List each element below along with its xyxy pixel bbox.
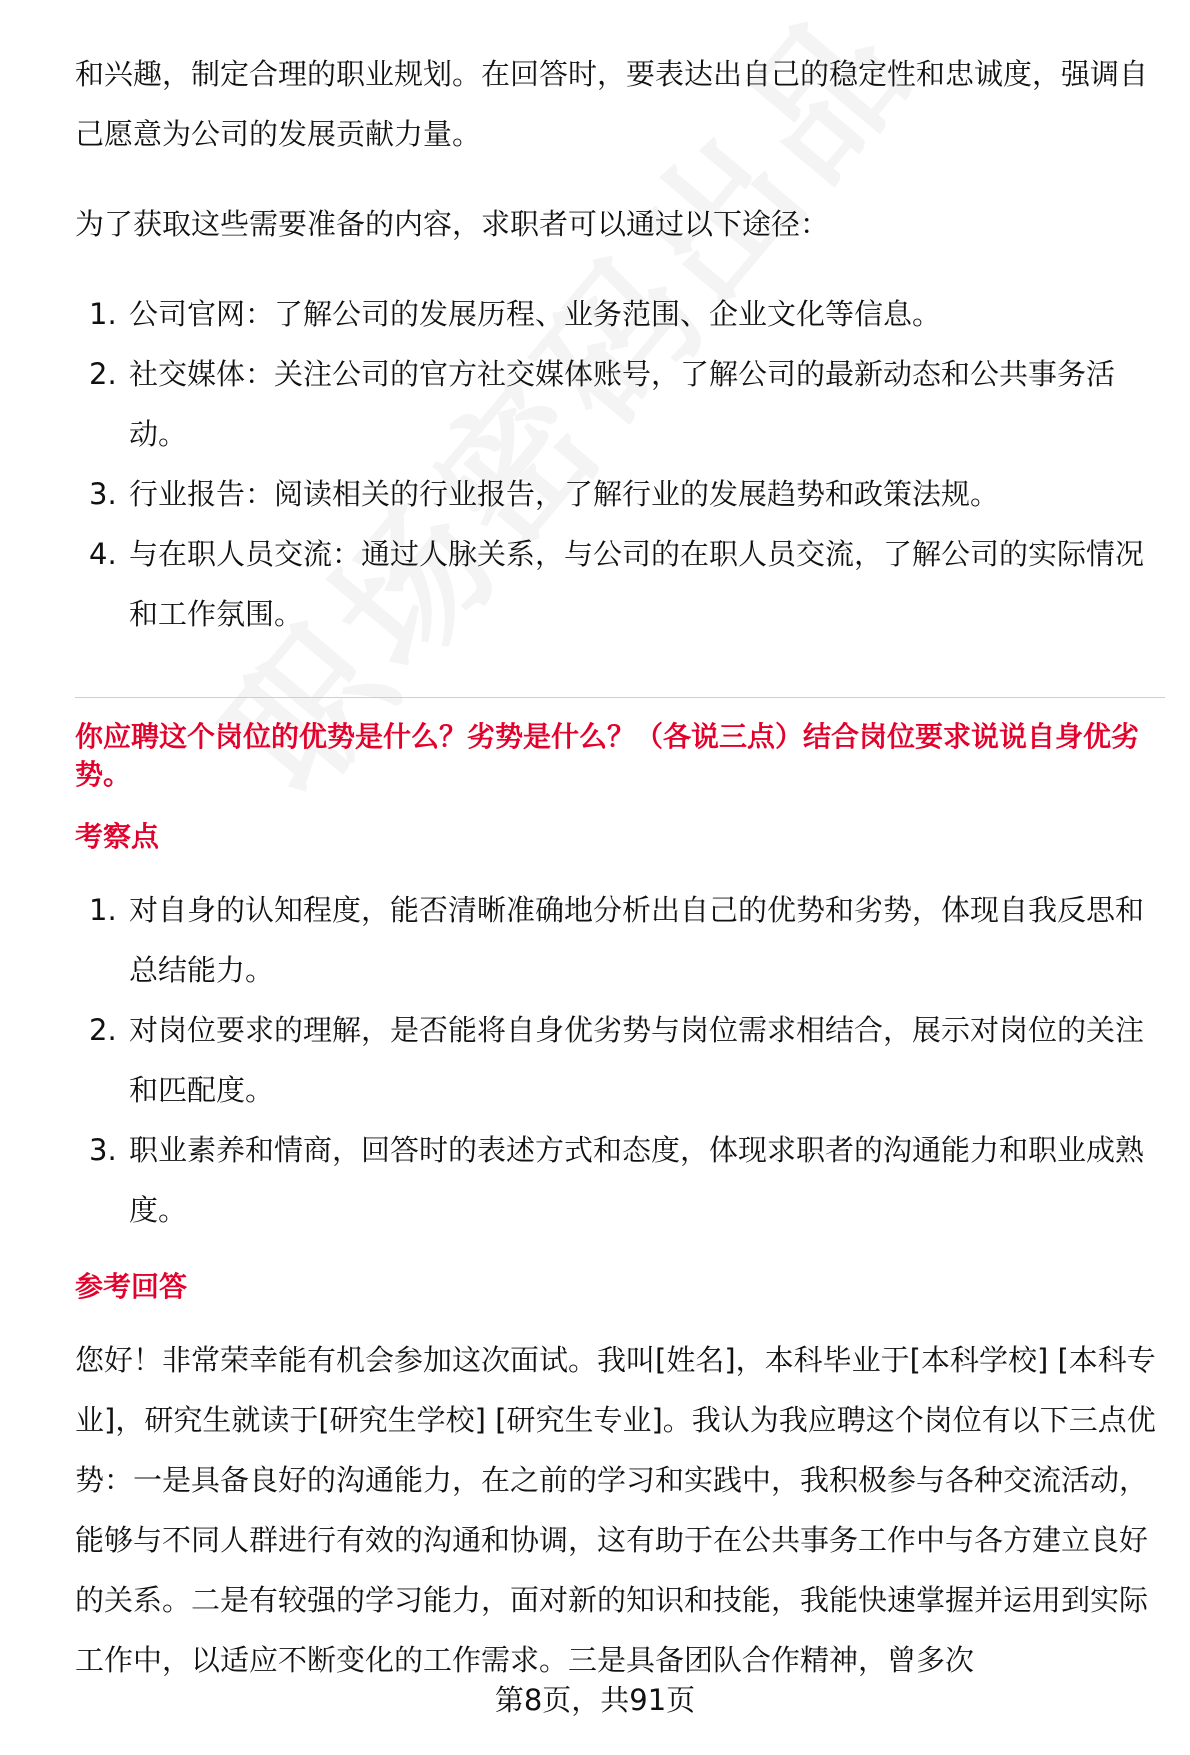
question-title: 你应聘这个岗位的优势是什么？劣势是什么？（各说三点）结合岗位要求说说自身优劣势。	[75, 720, 1140, 791]
list-item	[75, 880, 1165, 1000]
list-text: 行业报告：阅读相关的行业报告，了解行业的发展趋势和政策法规。	[129, 477, 1000, 511]
continuation-paragraph: 和兴趣，制定合理的职业规划。在回答时，要表达出自己的稳定性和忠诚度，强调自己愿意为公司的发展贡献力量。	[75, 57, 1149, 151]
focus-list	[75, 880, 1165, 1240]
list-number: 2.	[89, 1013, 117, 1047]
answer-paragraph: 您好！非常荣幸能有机会参加这次面试。我叫[姓名]，本科毕业于[本科学校] [本科专业]，研究生就读于[研究生学校] [研究生专业]。我认为我应聘这个岗位有以下三点优势：一是具备良好的沟通能力，在之前的学习和实践中，我积极参与各种交流活动，能够与不同人群进行有效的沟通和协调，这有助于在公共事务工作中与各方建立良好的关系。二是有较强的学习能力，面对新的知识和技能，我能快速掌握并运用到实际工作中，以适应不断变化的工作需求。三是具备团队合作精神，曾多次	[75, 1343, 1156, 1677]
list-text: 对自身的认知程度，能否清晰准确地分析出自己的优势和劣势，体现自我反思和总结能力。	[129, 893, 1145, 987]
focus-heading: 考察点	[75, 820, 160, 853]
list-text: 职业素养和情商，回答时的表述方式和态度，体现求职者的沟通能力和职业成熟度。	[129, 1133, 1145, 1227]
list-text: 对岗位要求的理解，是否能将自身优劣势与岗位需求相结合，展示对岗位的关注和匹配度。	[129, 1013, 1145, 1107]
top-section	[75, 44, 1165, 644]
list-item	[75, 1120, 1165, 1240]
list-number: 3.	[89, 477, 117, 511]
list-number: 2.	[89, 357, 117, 391]
list-text: 与在职人员交流：通过人脉关系，与公司的在职人员交流，了解公司的实际情况和工作氛围。	[129, 537, 1145, 631]
list-item	[75, 284, 1165, 344]
ways-list	[75, 284, 1165, 644]
list-item	[75, 524, 1165, 644]
list-number: 1.	[89, 893, 117, 927]
page-number: 第8页，共91页	[494, 1683, 696, 1717]
list-number: 4.	[89, 537, 117, 571]
list-number: 1.	[89, 297, 117, 331]
answer-heading: 参考回答	[75, 1270, 188, 1303]
list-item	[75, 1000, 1165, 1120]
list-text: 公司官网：了解公司的发展历程、业务范围、企业文化等信息。	[129, 297, 942, 331]
list-item	[75, 344, 1165, 464]
list-text: 社交媒体：关注公司的官方社交媒体账号，了解公司的最新动态和公共事务活动。	[129, 357, 1116, 451]
section-divider	[75, 697, 1165, 698]
ways-intro: 为了获取这些需要准备的内容，求职者可以通过以下途径：	[75, 207, 830, 241]
list-number: 3.	[89, 1133, 117, 1167]
question-section	[75, 718, 1165, 1690]
list-item	[75, 464, 1165, 524]
